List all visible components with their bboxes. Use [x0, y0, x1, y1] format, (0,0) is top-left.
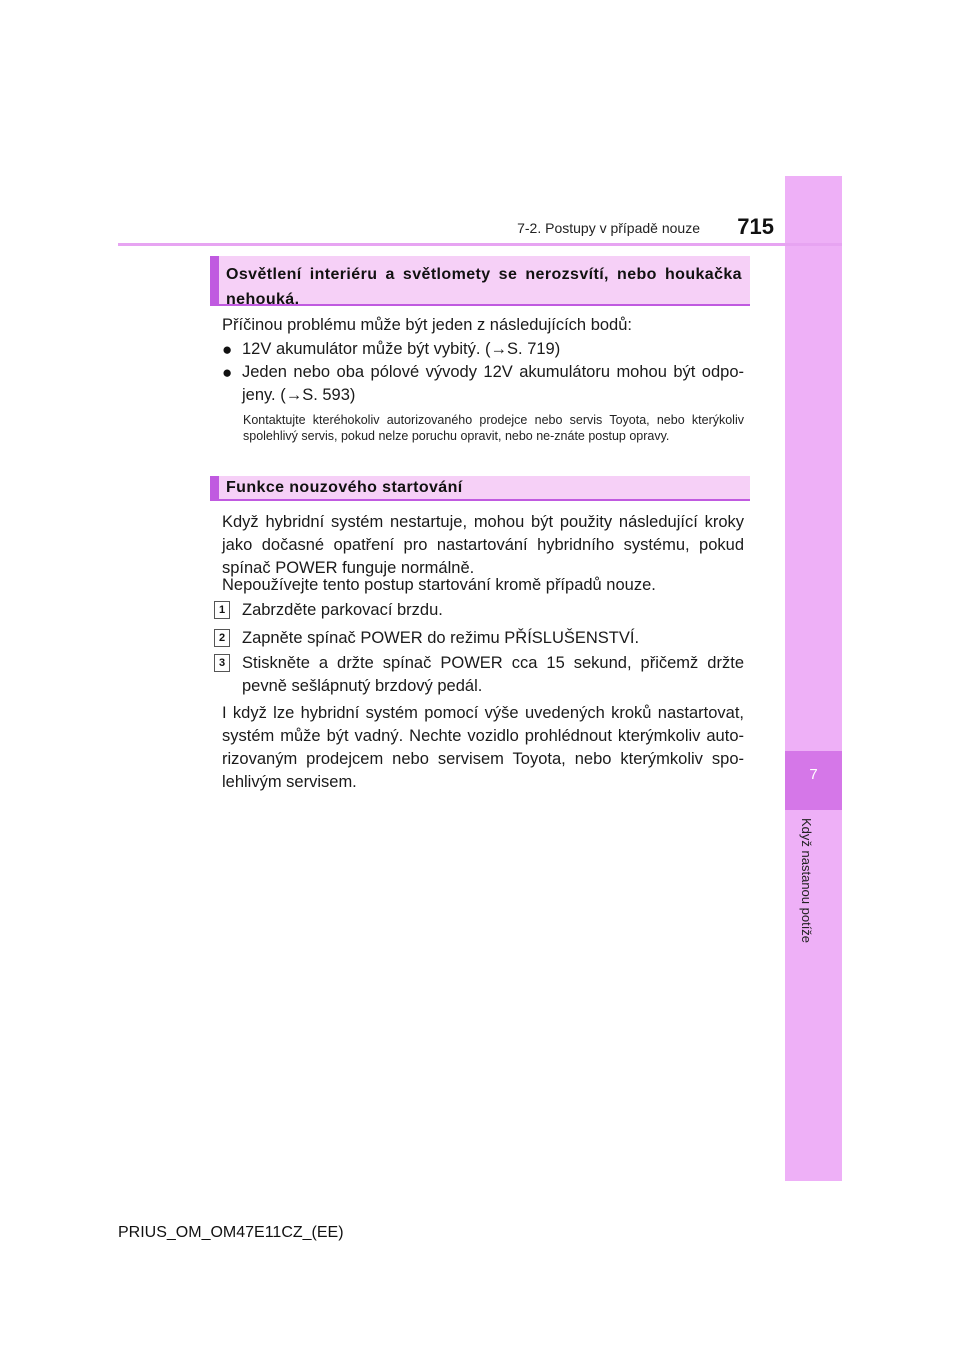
section1-intro: Příčinou problému může být jeden z následujících bodů:	[222, 316, 632, 334]
bullet-dot-icon: ●	[222, 363, 233, 382]
section1-note: Kontaktujte kteréhokoliv autorizovaného prodejce nebo servis Toyota, nebo kterýkoliv spolehlivý servis, pokud nelze poruchu opravit, nebo ne-znáte postup opravy.	[243, 413, 744, 443]
chapter-label: Když nastanou potíže	[799, 818, 814, 944]
chapter-number: 7	[809, 766, 818, 783]
step-text: Stiskněte a držte spínač POWER cca 15 sekund, přičemž držte pevně sešlápnutý brzdový pedál.	[242, 654, 744, 695]
list-item	[222, 361, 744, 407]
step-text: Zapněte spínač POWER do režimu PŘÍSLUŠENSTVÍ.	[242, 629, 640, 647]
section2-intro: Když hybridní systém nestartuje, mohou být použity následující kroky jako dočasné opatření pro nastartování hybridního systému, pokud spínač POWER funguje normálně.	[222, 513, 744, 577]
chapter-sidebar	[785, 176, 842, 1181]
section-heading-emergency-start: Funkce nouzového startování	[210, 476, 750, 501]
header-divider	[118, 243, 842, 246]
section2-closing: I když lze hybridní systém pomocí výše uvedených kroků nastartovat, systém může být vadný. Nechte vozidlo prohlédnout kterýmkoliv auto-rizovaným prodejcem nebo servisem Toyota, nebo kterýmkoliv spo-lehlivým servisem.	[222, 704, 744, 791]
section2-warning: Nepoužívejte tento postup startování kromě případů nouze.	[222, 576, 656, 594]
header-section-title: 7-2. Postupy v případě nouze	[517, 220, 700, 236]
section-heading-lights: Osvětlení interiéru a světlomety se nerozsvítí, nebo houkačka nehouká.	[210, 256, 750, 306]
step-text: Zabrzděte parkovací brzdu.	[242, 601, 443, 619]
bullet-text: Jeden nebo oba pólové vývody 12V akumulátoru mohou být odpo-jeny. (→S. 593)	[242, 363, 744, 404]
page-number: 715	[737, 214, 774, 239]
step-number-badge: 2	[214, 629, 230, 647]
step-number-badge: 3	[214, 654, 230, 672]
bullet-text: 12V akumulátor může být vybitý. (→S. 719)	[242, 340, 561, 358]
document-code: PRIUS_OM_OM47E11CZ_(EE)	[118, 1224, 344, 1241]
bullet-dot-icon: ●	[222, 340, 233, 359]
step-number-badge: 1	[214, 601, 230, 619]
